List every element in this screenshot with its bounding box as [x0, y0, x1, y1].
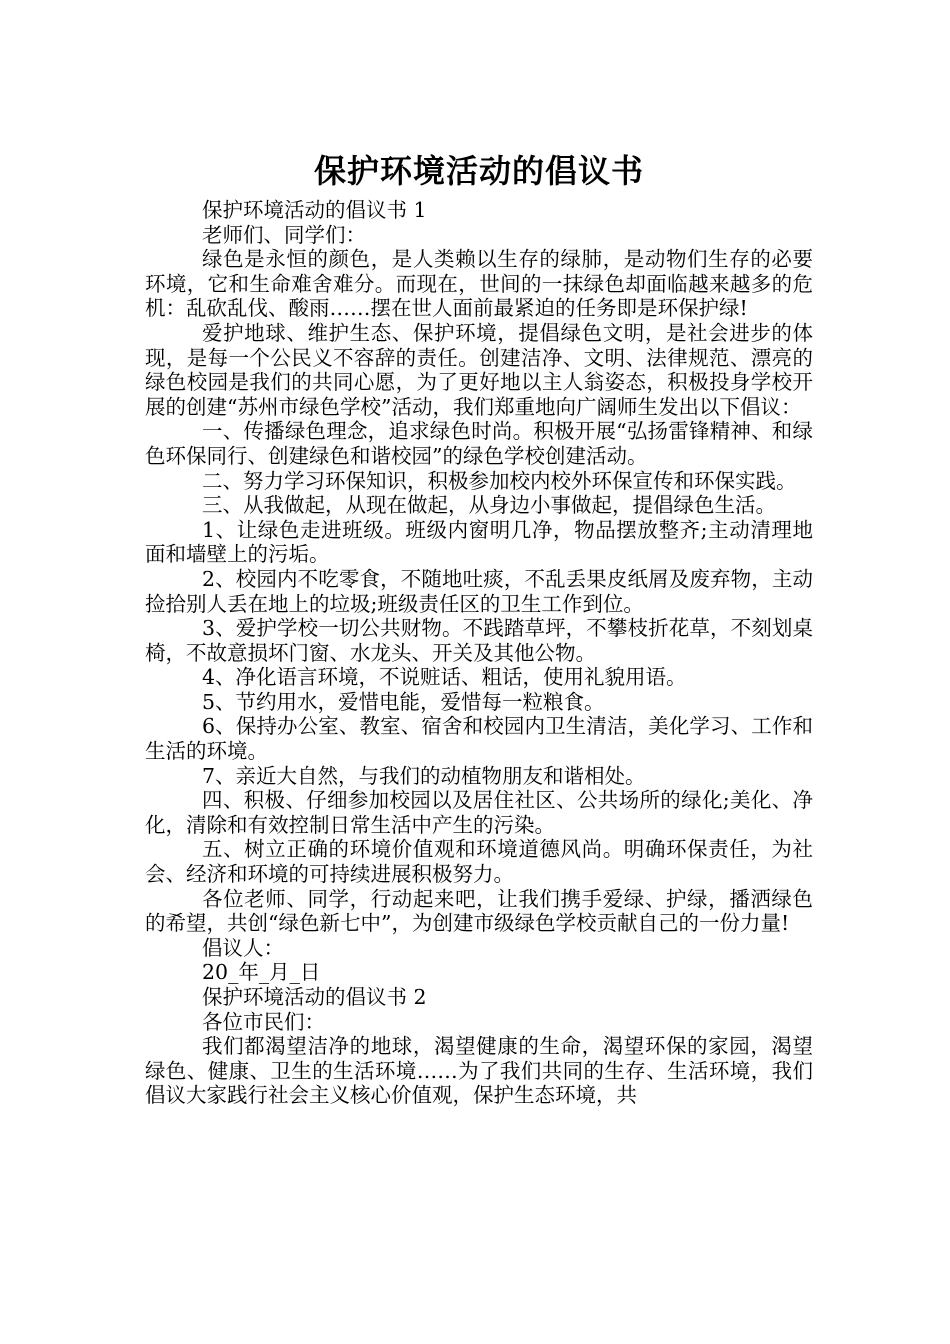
closing-paragraph: 各位老师、同学，行动起来吧，让我们携手爱绿、护绿，播洒绿色的希望，共创“绿色新七中”，为创建市级绿色学校贡献自己的一份力量!: [145, 886, 813, 936]
proposal-item-5: 五、树立正确的环境价值观和环境道德风尚。明确环保责任，为社会、经济和环境的可持续进展积极努力。: [145, 837, 813, 887]
proposal-item-3: 三、从我做起，从现在做起，从身边小事做起，提倡绿色生活。: [202, 493, 776, 518]
body-paragraph: 绿色是永恒的颜色，是人类赖以生存的绿肺，是动物们生存的必要环境，它和生命难舍难分。而现在，世间的一抹绿色却面临越来越多的危机：乱砍乱伐、酸雨……摆在世人面前最紧迫的任务即是环保护绿!: [145, 247, 813, 321]
salutation-paragraph: 各位市民们：: [202, 1009, 325, 1034]
salutation-paragraph: 老师们、同学们：: [202, 222, 366, 247]
signature-label: 倡议人：: [202, 935, 284, 960]
section-heading-2: 保护环境活动的倡议书 2: [202, 985, 427, 1009]
sub-item-1: 1、让绿色走进班级。班级内窗明几净，物品摆放整齐;主动清理地面和墙壁上的污垢。: [145, 517, 813, 567]
proposal-item-2: 二、努力学习环保知识，积极参加校内校外环保宣传和环保实践。: [202, 468, 797, 493]
document-body: [145, 198, 813, 1108]
sub-item-2: 2、校园内不吃零食，不随地吐痰，不乱丢果皮纸屑及废弃物，主动捡拾别人丢在地上的垃圾;班级责任区的卫生工作到位。: [145, 566, 813, 616]
sub-item-7: 7、亲近大自然，与我们的动植物朋友和谐相处。: [202, 763, 646, 788]
date-line: 20_年_月_日: [202, 960, 321, 985]
proposal-item-1: 一、传播绿色理念，追求绿色时尚。积极开展“弘扬雷锋精神、和绿色环保同行、创建绿色和谐校园”的绿色学校创建活动。: [145, 419, 813, 468]
sub-item-5: 5、节约用水，爱惜电能，爱惜每一粒粮食。: [202, 689, 605, 714]
sub-item-3: 3、爱护学校一切公共财物。不践踏草坪，不攀枝折花草，不刻划桌椅，不故意损坏门窗、水龙头、开关及其他公物。: [145, 616, 813, 665]
document-title: 保护环境活动的倡议书: [313, 152, 644, 191]
proposal-item-4: 四、积极、仔细参加校园以及居住社区、公共场所的绿化;美化、净化，清除和有效控制日常生活中产生的污染。: [145, 788, 813, 837]
body-paragraph: 爱护地球、维护生态、保护环境，提倡绿色文明，是社会进步的体现，是每一个公民义不容辞的责任。创建洁净、文明、法律规范、漂亮的绿色校园是我们的共同心愿，为了更好地以主人翁姿态，积极投身学校开展的创建“苏州市绿色学校”活动，我们郑重地向广阔师生发出以下倡议：: [145, 320, 813, 419]
sub-item-4: 4、净化语言环境，不说赃话、粗话，使用礼貌用语。: [202, 665, 687, 690]
section-heading-1: 保护环境活动的倡议书 1: [202, 198, 427, 222]
body-paragraph: 我们都渴望洁净的地球，渴望健康的生命，渴望环保的家园，渴望绿色、健康、卫生的生活环境……为了我们共同的生存、生活环境，我们倡议大家践行社会主义核心价值观，保护生态环境，共: [145, 1034, 813, 1108]
sub-item-6: 6、保持办公室、教室、宿舍和校园内卫生清洁，美化学习、工作和生活的环境。: [145, 714, 813, 764]
